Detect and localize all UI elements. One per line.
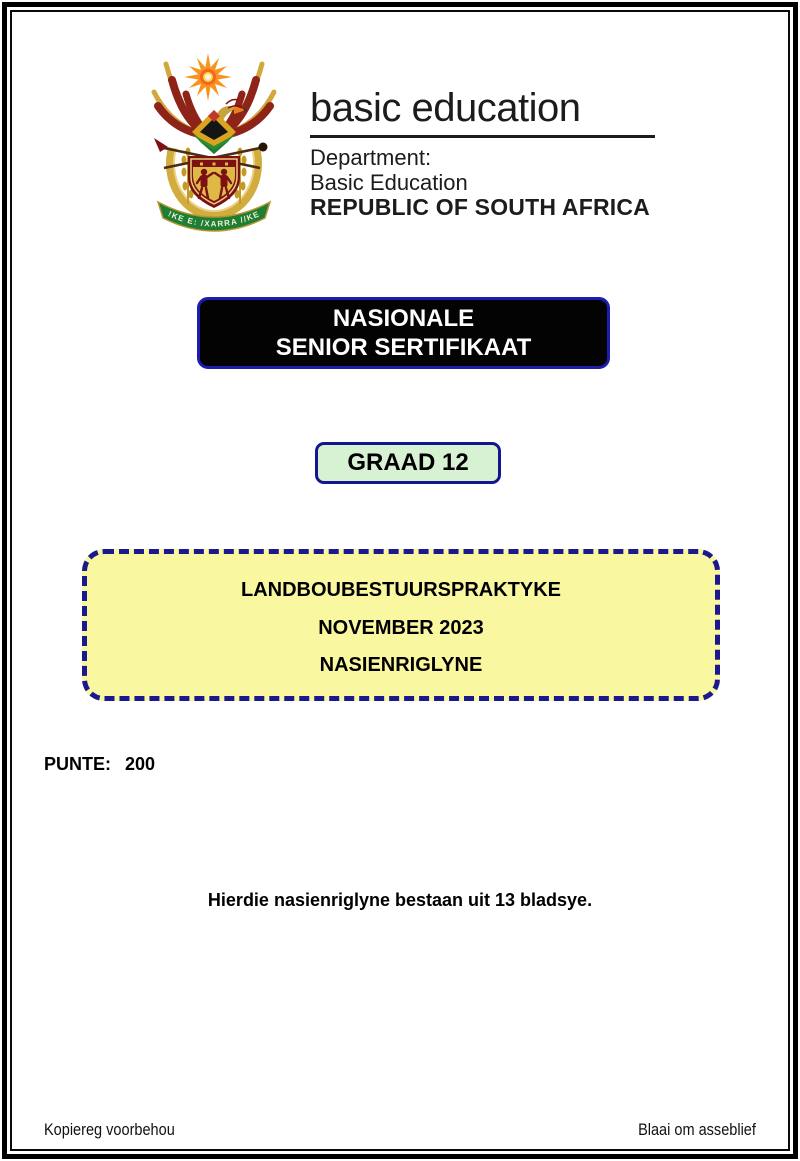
sun-rays-icon	[184, 53, 232, 101]
subject-box	[82, 549, 720, 701]
certificate-title-line2: SENIOR SERTIFIKAAT	[275, 334, 532, 361]
shield-icon	[188, 156, 240, 208]
certificate-title-line1: NASIONALE	[332, 305, 475, 332]
certificate-title-box	[197, 297, 610, 369]
dept-name: Basic Education	[310, 170, 468, 195]
brand-underline	[310, 135, 655, 138]
grade-badge	[315, 442, 501, 484]
page-footer	[44, 1121, 756, 1140]
grade-label: GRAAD 12	[347, 449, 469, 476]
brand-title: basic education	[310, 86, 581, 130]
turn-over-note: Blaai om asseblief	[638, 1121, 756, 1139]
department-wordmark	[310, 86, 670, 220]
marks-label: PUNTE:	[44, 754, 111, 774]
country-name: REPUBLIC OF SOUTH AFRICA	[310, 194, 650, 220]
subject-name: LANDBOUBESTUURSPRAKTYKE	[240, 578, 561, 601]
document-type: NASIENRIGLYNE	[319, 654, 483, 677]
copyright-note: Kopiereg voorbehou	[44, 1121, 175, 1139]
exam-session: NOVEMBER 2023	[318, 616, 484, 639]
dept-label: Department:	[310, 145, 432, 170]
marks-row	[44, 754, 155, 775]
coat-motto-text: !KE E: /XARRA //KE	[166, 209, 262, 229]
marks-value: 200	[125, 754, 156, 774]
coat-of-arms-logo	[142, 52, 292, 238]
page-count-note: Hierdie nasienriglyne bestaan uit 13 bladsye.	[207, 890, 593, 910]
